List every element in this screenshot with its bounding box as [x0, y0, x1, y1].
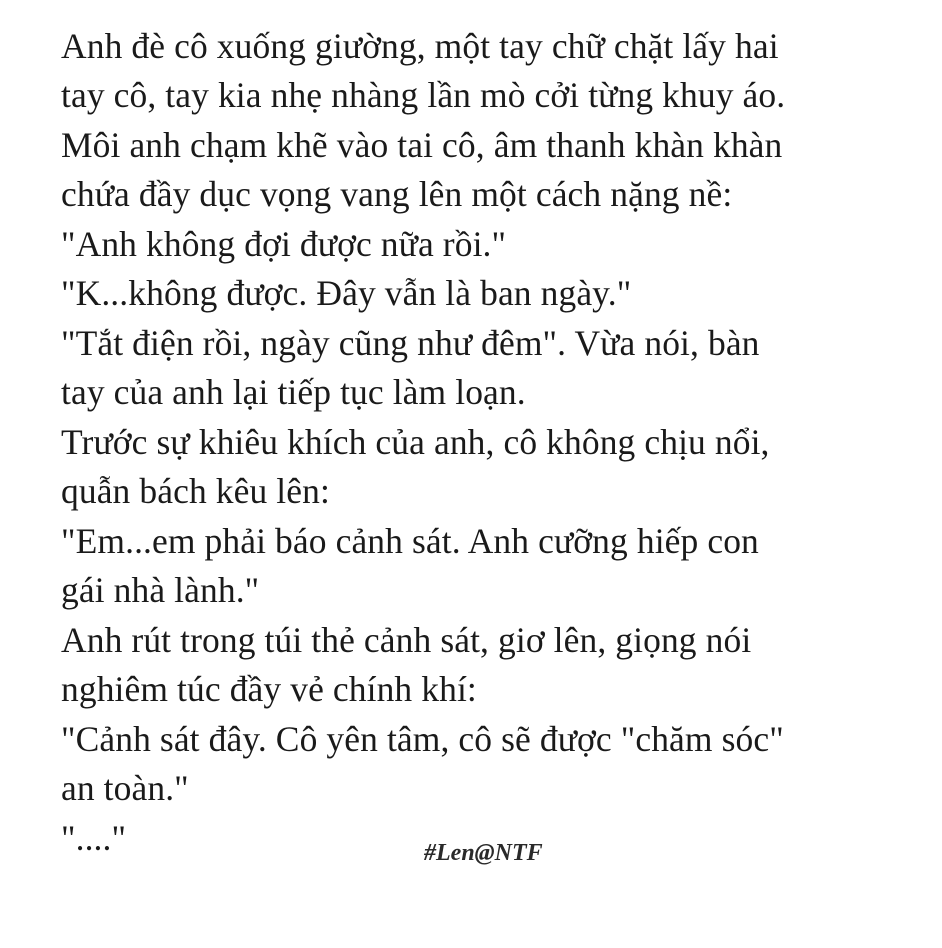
story-line: nghiêm túc đầy vẻ chính khí: — [61, 669, 477, 709]
story-line: tay cô, tay kia nhẹ nhàng lần mò cởi từng khuy áo. — [61, 75, 786, 115]
story-line: "...." — [61, 818, 127, 858]
story-line: chứa đầy dục vọng vang lên một cách nặng nề: — [61, 174, 733, 214]
story-line: an toàn." — [61, 768, 189, 808]
story-line: gái nhà lành." — [61, 570, 260, 610]
author-signature: #Len@NTF — [424, 840, 543, 866]
story-line: "Tắt điện rồi, ngày cũng như đêm". Vừa nói, bàn — [61, 323, 760, 363]
story-line: Anh đè cô xuống giường, một tay chữ chặt lấy hai — [61, 26, 779, 66]
story-line: quẫn bách kêu lên: — [61, 471, 330, 511]
story-line: "K...không được. Đây vẫn là ban ngày." — [61, 273, 632, 313]
story-line: "Anh không đợi được nữa rồi." — [61, 224, 507, 264]
story-line: Trước sự khiêu khích của anh, cô không chịu nổi, — [61, 422, 770, 462]
story-line: tay của anh lại tiếp tục làm loạn. — [61, 372, 526, 412]
story-line: Anh rút trong túi thẻ cảnh sát, giơ lên, giọng nói — [61, 620, 752, 660]
story-line: "Em...em phải báo cảnh sát. Anh cưỡng hiếp con — [61, 521, 759, 561]
story-line: Môi anh chạm khẽ vào tai cô, âm thanh khàn khàn — [61, 125, 783, 165]
story-line: "Cảnh sát đây. Cô yên tâm, cô sẽ được "chăm sóc" — [61, 719, 784, 759]
